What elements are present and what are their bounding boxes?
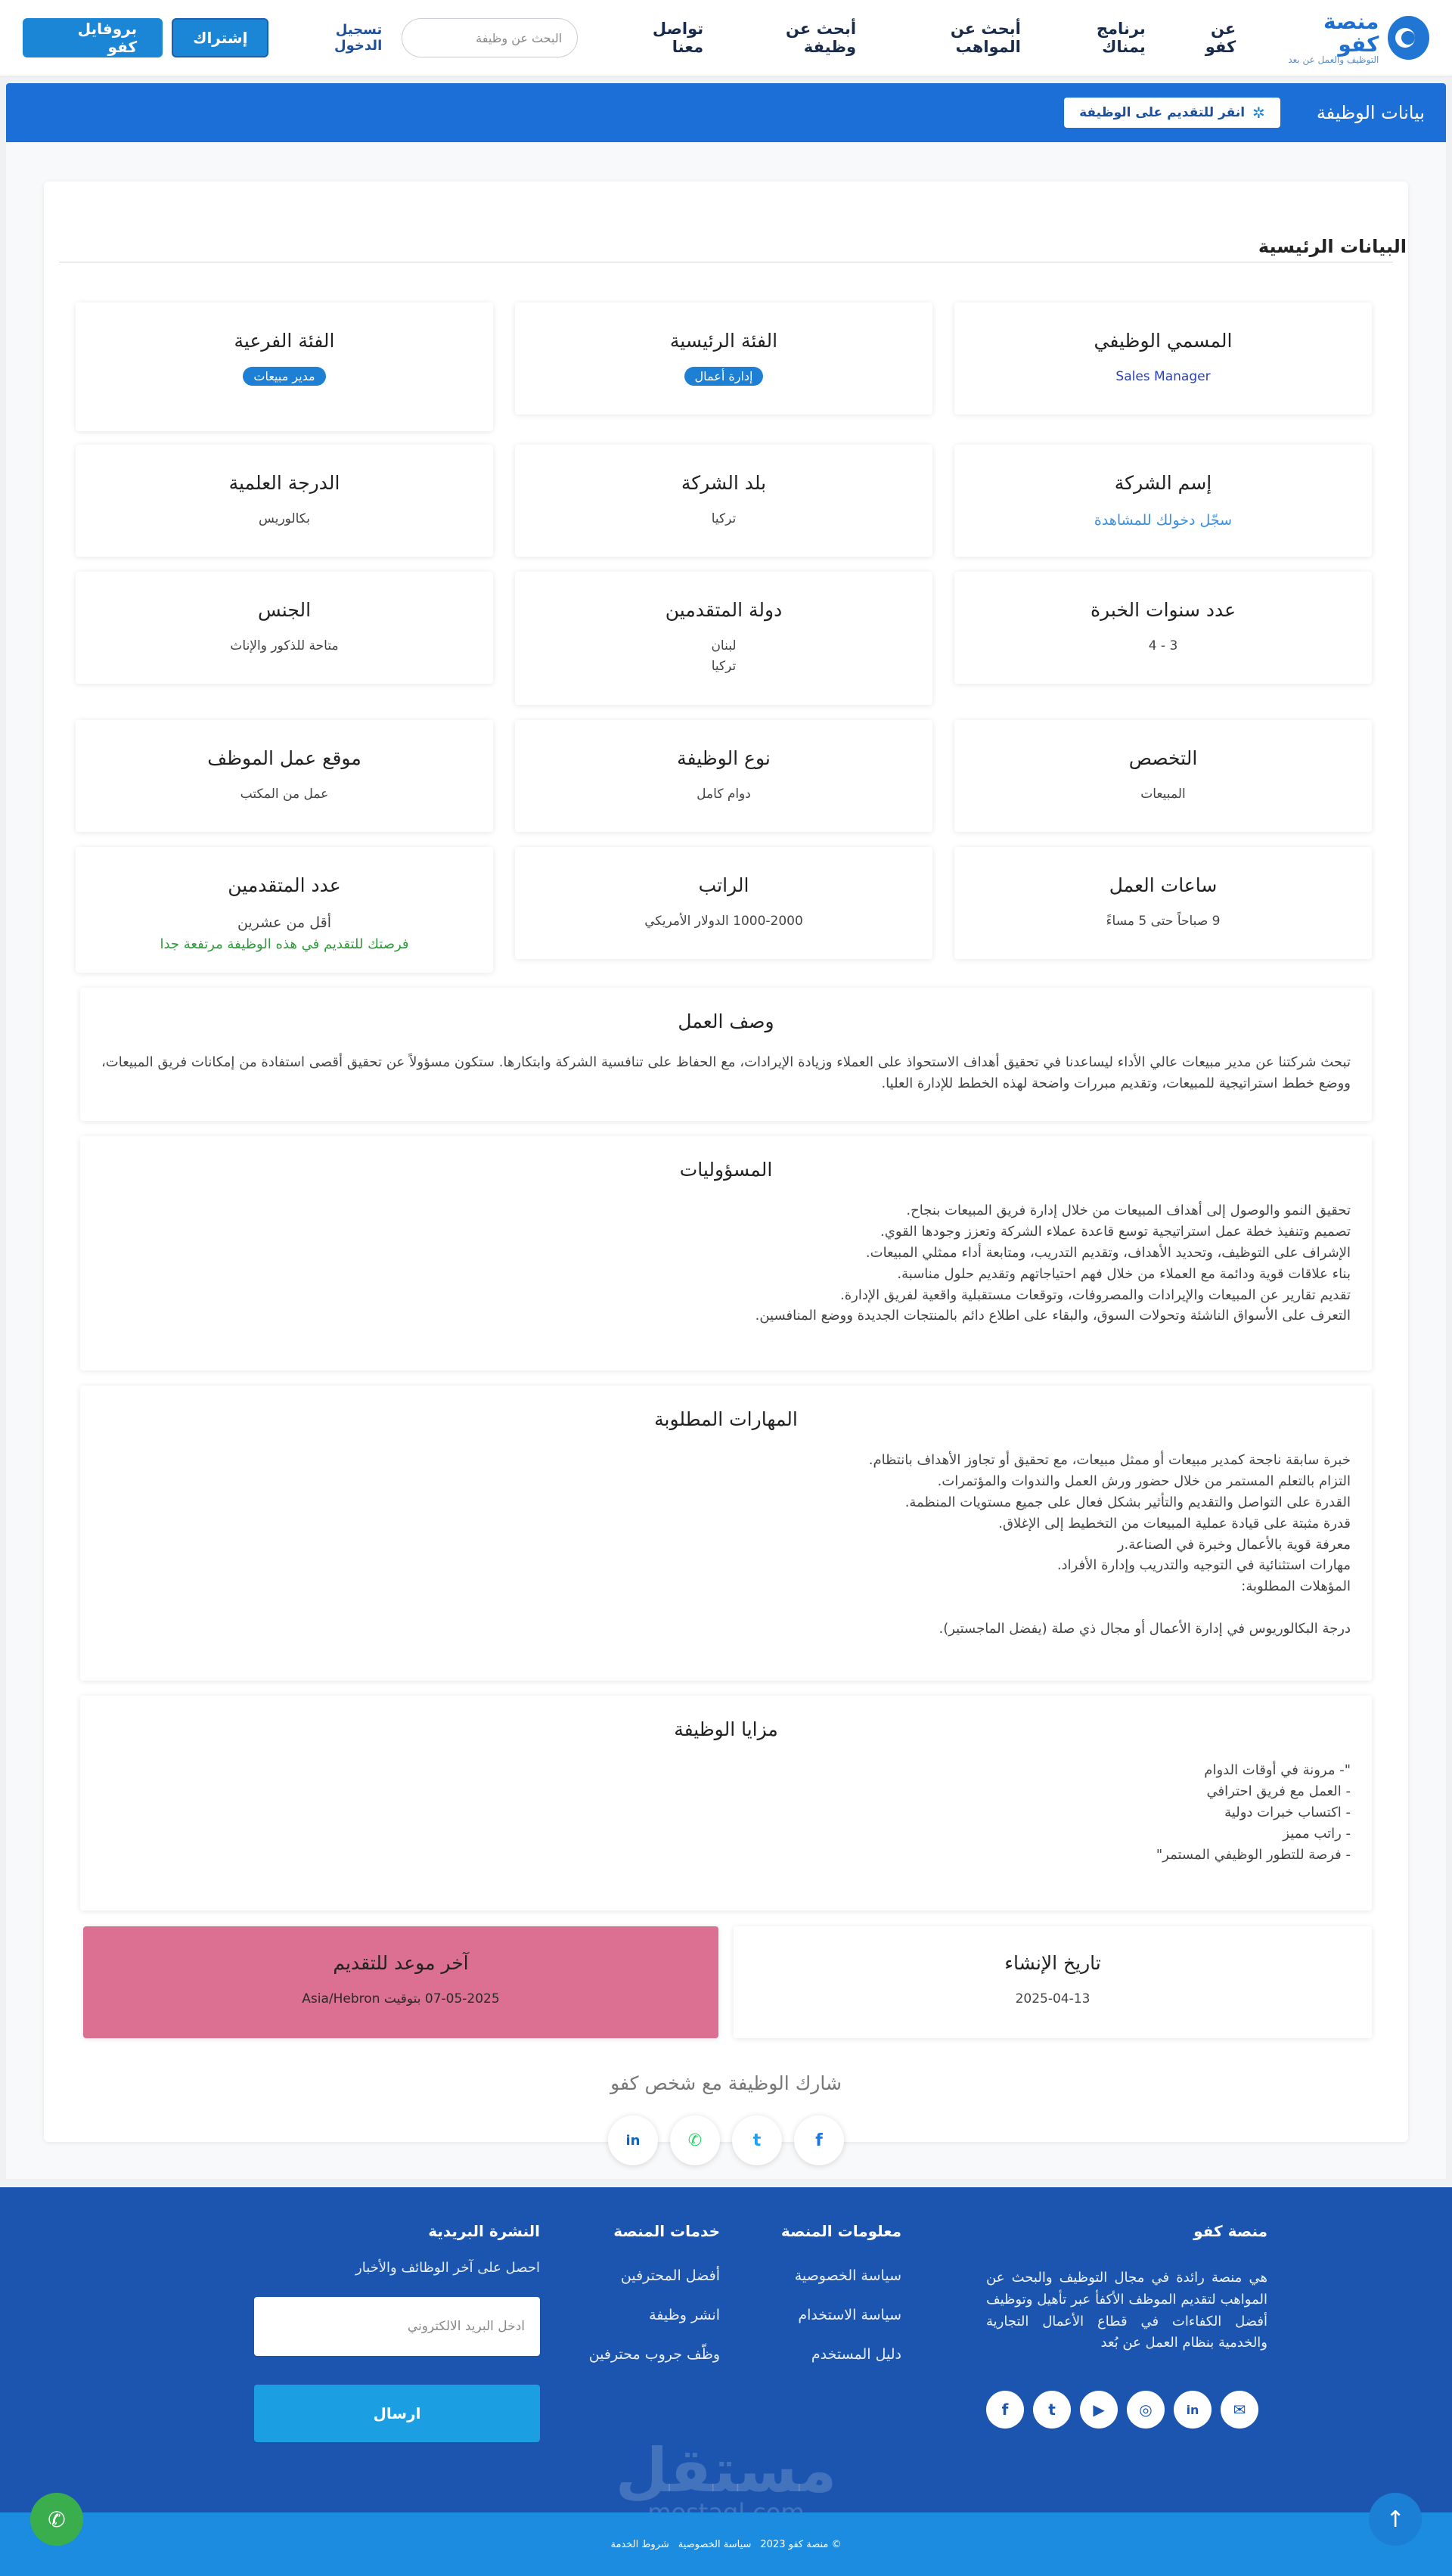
- field-main-category: [515, 303, 932, 414]
- list-item: - اكتساب خبرات دولية: [1224, 1804, 1351, 1820]
- list-item: تحقيق النمو والوصول إلى أهداف المبيعات من خلال إدارة فريق المبيعات بنجاح.: [906, 1203, 1351, 1218]
- skills-card: [80, 1386, 1372, 1681]
- field-work-location: [76, 720, 493, 832]
- hire-group-link[interactable]: وظّف جروب محترفين: [588, 2346, 720, 2363]
- list-item: القدرة على التواصل والتقديم والتأثير بشكل فعال على جميع مستويات المنظمة.: [904, 1494, 1351, 1510]
- privacy-link[interactable]: سياسة الخصوصية: [794, 2267, 901, 2284]
- field-job-type: [515, 720, 932, 832]
- main-nav: [622, 20, 1236, 56]
- watermark-ar: مستقل: [615, 2435, 837, 2506]
- field-experience: [954, 572, 1372, 684]
- chance-note: فرصتك للتقديم في هذه الوظيفة مرتفعة جدا: [160, 936, 409, 953]
- field-label: بلد الشركة: [681, 472, 767, 494]
- created-date-card: [734, 1926, 1372, 2038]
- field-value: أقل من عشرين: [237, 914, 331, 931]
- benefits-card: [80, 1696, 1372, 1910]
- field-label: عدد سنوات الخبرة: [1090, 599, 1236, 621]
- footer-services-title: خدمات المنصة: [613, 2222, 720, 2240]
- deadline-label: آخر موعد للتقديم: [333, 1952, 469, 1974]
- profile-button[interactable]: بروفايل كفو: [23, 18, 163, 57]
- footer-newsletter: [254, 2222, 540, 2442]
- field-company-name: [954, 445, 1372, 557]
- field-label: الفئة الفرعية: [234, 330, 335, 352]
- login-link[interactable]: تسجيل الدخول: [334, 22, 383, 54]
- list-item: قدرة مثبتة على قيادة عملية المبيعات من التخطيط إلى الإغلاق.: [998, 1515, 1351, 1532]
- send-button[interactable]: ارسال: [254, 2385, 540, 2442]
- category-badge: إدارة أعمال: [684, 367, 764, 386]
- field-label: موقع عمل الموظف: [207, 747, 361, 769]
- field-work-hours: [954, 847, 1372, 959]
- field-label: الدرجة العلمية: [228, 472, 340, 494]
- share-buttons: [44, 2115, 1408, 2165]
- responsibilities-title: المسؤوليات: [679, 1159, 773, 1181]
- deadline-value: 07-05-2025 بتوقيت Asia/Hebron: [302, 1991, 500, 2006]
- responsibilities-card: [80, 1136, 1372, 1370]
- benefits-title: مزايا الوظيفة: [674, 1718, 778, 1740]
- field-label: عدد المتقدمين: [228, 874, 341, 896]
- list-item: تقديم تقارير عن المبيعات والإيرادات والمصروفات، وتوقعات مستقبلية واقعية لفريق الإدارة.: [840, 1286, 1351, 1303]
- field-job-title: [954, 303, 1372, 414]
- nav-find-job[interactable]: أبحث عن وظيفة: [786, 20, 857, 56]
- apply-label: انقر للتقديم على الوظيفة: [1079, 105, 1246, 120]
- field-applicants: [76, 847, 493, 973]
- skills-title: المهارات المطلوبة: [654, 1408, 798, 1430]
- field-value: لبنان: [711, 638, 737, 653]
- created-value: 2025-04-13: [1015, 1991, 1091, 2006]
- list-item: بناء علاقات قوية ودائمة مع العملاء من خلال فهم احتياجاتهم وتقديم حلول مناسبة.: [897, 1265, 1351, 1282]
- brand-tagline: التوظيف والعمل عن بعد: [1288, 54, 1379, 66]
- guide-link[interactable]: دليل المستخدم: [811, 2346, 901, 2363]
- best-pros-link[interactable]: أفضل المحترفين: [620, 2267, 720, 2284]
- list-item: معرفة قوية بالأعمال وخبرة في الصناعة.ر: [1117, 1536, 1351, 1553]
- subcategory-badge: مدير مبيعات: [243, 367, 325, 386]
- list-item: الإشراف على التوظيف، وتحديد الأهداف، وتقديم التدريب، ومتابعة أداء ممثلي المبيعات.: [865, 1244, 1351, 1261]
- field-label: الجنس: [257, 599, 312, 621]
- share-facebook-icon[interactable]: f: [794, 2115, 844, 2165]
- description-text: تبحث شركتنا عن مدير مبيعات عالي الأداء ليساعدنا في تحقيق أهداف الاستحواذ على العملاء وزيادة الإيرادات، مع الحفاظ على تنافسية الشركة وابتكارها. ستكون مسؤولاً عن تحقيق أقصى استفادة من إمكانات فريق المبيعات، ووضع خطط استراتيجية للمبيعات، وتقديم مبررات واضحة لهذه الخطط للإدارة العليا.: [101, 1054, 1351, 1091]
- newsletter-title: النشرة البريدية: [428, 2222, 540, 2240]
- field-label: ساعات العمل: [1109, 874, 1218, 896]
- field-label: الفئة الرئيسية: [669, 330, 778, 352]
- newsletter-text: احصل على آخر الوظائف والأخبار: [355, 2260, 540, 2276]
- footer-social-links: [986, 2391, 1267, 2429]
- field-label: الراتب: [698, 874, 749, 896]
- login-to-view-link[interactable]: سجّل دخولك للمشاهدة: [1094, 512, 1233, 529]
- field-label: إسم الشركة: [1114, 472, 1212, 494]
- list-item: خبرة سابقة ناجحة كمدير مبيعات أو ممثل مبيعات، مع تحقيق أو تجاوز الأهداف بانتظام.: [868, 1452, 1351, 1468]
- field-gender: [76, 572, 493, 684]
- field-value: متاحة للذكور والإناث: [230, 638, 339, 653]
- facebook-icon[interactable]: f: [986, 2391, 1024, 2429]
- list-item: - راتب مميز: [1283, 1825, 1351, 1842]
- share-title: شارك الوظيفة مع شخص كفو: [610, 2072, 842, 2094]
- footer-about-text: هي منصة رائدة في مجال التوظيف والبحث عن المواهب لتقديم الموظف الأكفأ عبر تأهيل وتوظيف أفضل الكفاءات في قطاع الأعمال التجارية والخدمية بنظام العمل عن بُعد: [986, 2270, 1267, 2351]
- footer-info-title: معلومات المنصة: [780, 2222, 901, 2240]
- copyright-text: © منصة كفو 2023: [760, 2538, 842, 2550]
- copyright-bar: [0, 2512, 1452, 2576]
- share-linkedin-icon[interactable]: in: [608, 2115, 658, 2165]
- subscribe-button[interactable]: إشتراك: [172, 18, 268, 57]
- field-value: 3 - 4: [1148, 638, 1178, 653]
- list-item: التزام بالتعلم المستمر من خلال حضور ورش العمل والندوات والمؤتمرات.: [937, 1473, 1351, 1489]
- footer-info: [781, 2222, 901, 2385]
- field-value: بكالوريس: [259, 511, 310, 526]
- logo-icon: [1388, 16, 1429, 60]
- field-label: المسمي الوظيفي: [1094, 330, 1233, 352]
- footer-about-title: منصة كفو: [1193, 2222, 1267, 2240]
- apply-button[interactable]: [1064, 98, 1280, 128]
- bottom-terms-link[interactable]: شروط الخدمة: [610, 2538, 669, 2550]
- nav-about[interactable]: عن كفو: [1205, 20, 1236, 56]
- job-bar-title: بيانات الوظيفة: [1316, 102, 1425, 123]
- list-item: [101, 1597, 1351, 1619]
- brand-logo[interactable]: [1281, 11, 1429, 64]
- footer-about: [986, 2222, 1267, 2429]
- field-value: 1000-2000 الدولار الأمريكي: [644, 914, 803, 929]
- main-data-title: البيانات الرئيسية: [1258, 236, 1407, 257]
- search-input[interactable]: البحث عن وظيفة: [402, 18, 578, 57]
- email-input[interactable]: ادخل البريد الالكتروني: [254, 2297, 540, 2356]
- click-icon: ✲: [1252, 104, 1265, 122]
- job-data-bar: [6, 83, 1446, 142]
- list-item: - العمل مع فريق احترافي: [1206, 1783, 1351, 1799]
- post-job-link[interactable]: انشر وظيفة: [649, 2307, 720, 2323]
- list-item: التعرف على الأسواق الناشئة وتحولات السوق، والبقاء على اطلاع دائم بالمنتجات الجديدة ووضع المنافسين.: [755, 1308, 1351, 1324]
- description-title: وصف العمل: [678, 1010, 774, 1032]
- list-item: مهارات استثنائية في التوجيه والتدريب وإدارة الأفراد.: [1056, 1557, 1351, 1574]
- field-value: المبيعات: [1140, 787, 1186, 802]
- terms-link[interactable]: سياسة الاستخدام: [798, 2307, 901, 2323]
- linkedin-icon[interactable]: in: [1174, 2391, 1212, 2429]
- field-label: دولة المتقدمين: [665, 599, 783, 621]
- field-label: نوع الوظيفة: [677, 747, 771, 769]
- nav-contact[interactable]: تواصل معنا: [652, 20, 704, 56]
- field-company-country: [515, 445, 932, 557]
- field-value: Sales Manager: [1115, 369, 1211, 384]
- list-item: المؤهلات المطلوبة:: [1241, 1578, 1351, 1595]
- field-value: 9 صباحاً حتى 5 مساءً: [1106, 914, 1221, 929]
- field-specialization: [954, 720, 1372, 832]
- youtube-icon[interactable]: ▶: [1080, 2391, 1118, 2429]
- share-whatsapp-icon[interactable]: ✆: [670, 2115, 720, 2165]
- job-panel: [6, 142, 1446, 2179]
- scroll-top-icon[interactable]: ↑: [1369, 2493, 1422, 2546]
- site-header: [0, 0, 1452, 76]
- footer-services: [589, 2222, 720, 2385]
- created-label: تاريخ الإنشاء: [1004, 1952, 1101, 1974]
- bottom-privacy-link[interactable]: سياسة الخصوصية: [678, 2538, 752, 2550]
- field-applicant-country: [515, 572, 932, 705]
- brand-name: منصة كفو: [1323, 9, 1379, 57]
- field-salary: [515, 847, 932, 959]
- job-details-card: [44, 182, 1408, 2150]
- job-description-card: [80, 988, 1372, 1121]
- list-item: - فرصة للتطور الوظيفي المستمر": [1156, 1846, 1351, 1863]
- field-value: عمل من المكتب: [240, 787, 329, 802]
- field-value: تركيا: [711, 659, 737, 675]
- instagram-icon[interactable]: ◎: [1127, 2391, 1165, 2429]
- twitter-icon[interactable]: t: [1033, 2391, 1071, 2429]
- list-item: "- مرونة في أوقات الدوام: [1204, 1762, 1351, 1778]
- mail-icon[interactable]: ✉: [1221, 2391, 1258, 2429]
- deadline-card: [83, 1926, 718, 2038]
- nav-find-talent[interactable]: أبحث عن المواهب: [950, 20, 1021, 56]
- share-twitter-icon[interactable]: t: [732, 2115, 782, 2165]
- list-item: تصميم وتنفيذ خطة عمل استراتيجية توسع قاعدة عملاء الشركة وتعزز وجودها القوي.: [880, 1223, 1351, 1240]
- field-value: تركيا: [711, 511, 737, 526]
- field-value: دوام كامل: [697, 787, 751, 802]
- field-degree: [76, 445, 493, 557]
- field-label: التخصص: [1128, 747, 1198, 769]
- field-sub-category: [76, 303, 493, 431]
- whatsapp-chat-icon[interactable]: ✆: [30, 2493, 83, 2546]
- list-item: درجة البكالوريوس في إدارة الأعمال أو مجال ذي صلة (يفضل الماجستير).: [939, 1621, 1351, 1637]
- nav-yumnak[interactable]: برنامج يمناك: [1096, 20, 1146, 56]
